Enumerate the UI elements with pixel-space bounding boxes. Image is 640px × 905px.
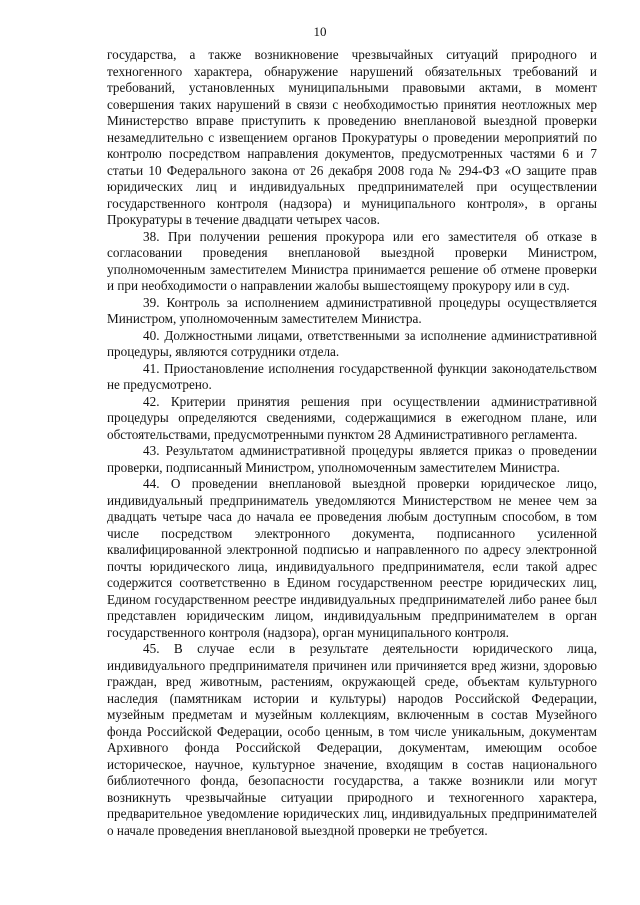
paragraph-45: 45. В случае если в результате деятельности юридического лица, индивидуального предпринимателя причинен или причиняется вред жизни, здоровью граждан, вред животным, растениям, окружающей среде, объектам культурного наследия (памятникам истории и культуры) народов Российской Федерации, музейным предметам и музейным коллекциям, включенным в состав Музейного фонда Российской Федерации, особо ценным, в том числе уникальным, документам Архивного фонда Российской Федерации, документам, имеющим особое историческое, научное, культурное значение, входящим в состав национального библиотечного фонда, безопасности государства, а также возникли или могут возникнуть чрезвычайные ситуации природного и техногенного характера, предварительное уведомление юридических лиц, индивидуальных предпринимателей о начале проведения внеплановой выездной проверки не требуется. bbox=[107, 641, 597, 838]
paragraph-43: 43. Результатом административной процедуры является приказ о проведении проверки, подписанный Министром, уполномоченным заместителем Министра. bbox=[107, 443, 597, 475]
paragraph-40: 40. Должностными лицами, ответственными за исполнение административной процедуры, являются сотрудники отдела. bbox=[107, 327, 597, 359]
paragraph-39: 39. Контроль за исполнением административной процедуры осуществляется Министром, уполномоченным заместителем Министра. bbox=[107, 294, 597, 326]
paragraph-continuation: государства, а также возникновение чрезвычайных ситуаций природного и техногенного характера, обнаружение нарушений обязательных требований и требований, установленных муниципальными правовыми актами, в момент совершения таких нарушений в связи с необходимостью принятия неотложных мер Министерство вправе приступить к проведению внеплановой выездной проверки незамедлительно с извещением органов Прокуратуры о проведении мероприятий по контролю посредством направления документов, предусмотренных частями 6 и 7 статьи 10 Федерального закона от 26 декабря 2008 года № 294-ФЗ «О защите прав юридических лиц и индивидуальных предпринимателей при осуществлении государственного контроля (надзора) и муниципального контроля», в органы Прокуратуры в течение двадцати четырех часов. bbox=[107, 47, 597, 227]
paragraph-41: 41. Приостановление исполнения государственной функции законодательством не предусмотрено. bbox=[107, 360, 597, 392]
paragraph-44: 44. О проведении внеплановой выездной проверки юридическое лицо, индивидуальный предприниматель уведомляются Министерством не менее чем за двадцать четыре часа до начала ее проведения любым доступным способом, в том числе посредством электронного документа, подписанного усиленной квалифицированной электронной подписью и направленного по адресу электронной почты юридического лица, индивидуального предпринимателя, если такой адрес содержится соответственно в Едином государственном реестре юридических лиц, Едином государственном реестре индивидуальных предпринимателей либо ранее был представлен юридическим лицом, индивидуальным предпринимателем в орган государственного контроля (надзора), орган муниципального контроля. bbox=[107, 476, 597, 640]
paragraph-42: 42. Критерии принятия решения при осуществлении административной процедуры определяются сведениями, содержащимися в ежегодном плане, или обстоятельствами, предусмотренными пунктом 28 Административного регламента. bbox=[107, 393, 597, 442]
page-number: 10 bbox=[313, 24, 327, 39]
paragraph-38: 38. При получении решения прокурора или его заместителя об отказе в согласовании проведения внеплановой выездной проверки Министром, уполномоченным заместителем Министра принимается решение об отмене проверки и при необходимости о направлении жалобы вышестоящему прокурору или в суд. bbox=[107, 228, 597, 293]
document-body bbox=[107, 47, 597, 839]
